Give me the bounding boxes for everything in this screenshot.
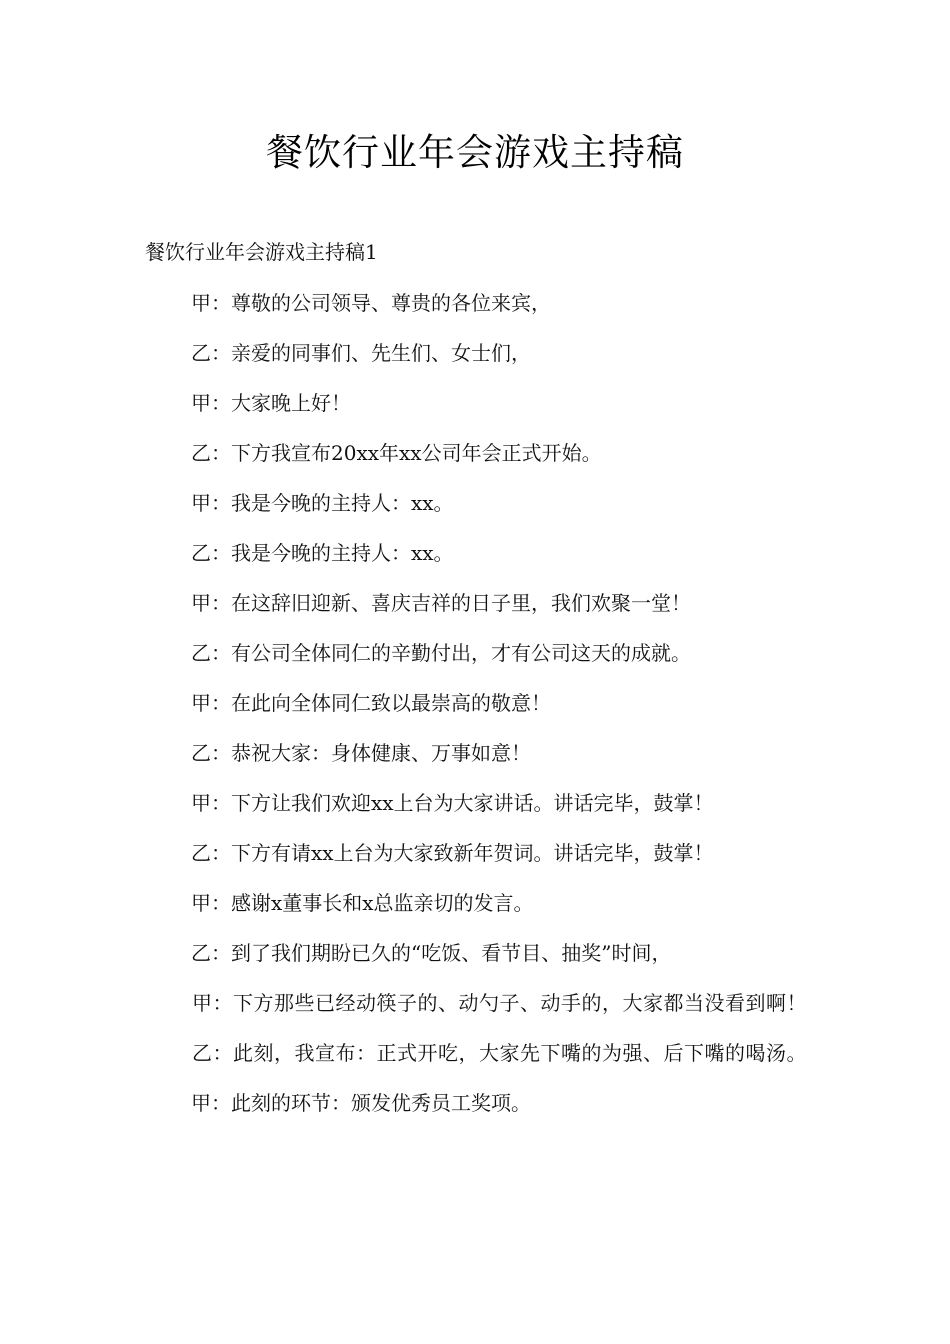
- dialogue-text: 有公司全体同仁的辛勤付出，才有公司这天的成就。: [231, 641, 691, 665]
- dialogue-line: [145, 878, 807, 928]
- speaker-label: 乙: [192, 1041, 213, 1065]
- dialogue-line: [145, 828, 807, 878]
- speaker-separator: ：: [211, 841, 231, 865]
- dialogue-text: 我是今晚的主持人：xx。: [231, 541, 454, 565]
- speaker-label: 乙: [191, 741, 211, 765]
- dialogue-text: 尊敬的公司领导、尊贵的各位来宾，: [231, 291, 551, 315]
- speaker-label: 甲: [191, 691, 211, 715]
- section-heading: 餐饮行业年会游戏主持稿1: [145, 240, 378, 264]
- speaker-label: 甲: [192, 991, 213, 1015]
- speaker-separator: ：: [211, 941, 231, 965]
- speaker-label: 甲: [191, 791, 211, 815]
- speaker-separator: ：: [211, 691, 231, 715]
- dialogue-text: 在此向全体同仁致以最崇高的敬意！: [231, 691, 551, 715]
- speaker-label: 乙: [191, 841, 211, 865]
- dialogue-text: 下方有请xx上台为大家致新年贺词。讲话完毕，鼓掌！: [231, 841, 714, 865]
- speaker-label: 乙: [191, 541, 211, 565]
- dialogue-line: [145, 628, 807, 678]
- speaker-label: 乙: [191, 941, 211, 965]
- speaker-separator: ：: [212, 991, 233, 1015]
- dialogue-line: [145, 778, 807, 828]
- dialogue-line: [145, 528, 807, 578]
- dialogue-text: 我是今晚的主持人：xx。: [231, 491, 454, 515]
- dialogue-line: [145, 478, 807, 528]
- speaker-label: 甲: [191, 891, 211, 915]
- dialogue-text: 下方让我们欢迎xx上台为大家讲话。讲话完毕，鼓掌！: [231, 791, 714, 815]
- dialogue-text: 此刻的环节：颁发优秀员工奖项。: [231, 1091, 531, 1115]
- dialogue-line: [145, 928, 807, 978]
- speaker-label: 乙: [191, 441, 211, 465]
- dialogue-line: [145, 578, 807, 628]
- speaker-label: 乙: [191, 641, 211, 665]
- speaker-separator: ：: [211, 541, 231, 565]
- dialogue-text: 到了我们期盼已久的“吃饭、看节目、抽奖”时间，: [231, 941, 672, 965]
- speaker-label: 甲: [191, 1091, 211, 1115]
- speaker-separator: ：: [211, 441, 231, 465]
- dialogue-line: [145, 728, 807, 778]
- speaker-separator: ：: [211, 741, 231, 765]
- speaker-separator: ：: [211, 491, 231, 515]
- dialogue-text: 在这辞旧迎新、喜庆吉祥的日子里，我们欢聚一堂！: [231, 591, 691, 615]
- speaker-label: 乙: [191, 341, 211, 365]
- dialogue-paragraph: [145, 978, 807, 1028]
- speaker-separator: ：: [212, 1041, 233, 1065]
- speaker-label: 甲: [191, 391, 211, 415]
- speaker-label: 甲: [191, 291, 211, 315]
- dialogue-text: 大家晚上好！: [231, 391, 351, 415]
- dialogue-text: 亲爱的同事们、先生们、女士们，: [231, 341, 531, 365]
- dialogue-paragraph: [145, 1028, 807, 1078]
- speaker-separator: ：: [211, 591, 231, 615]
- dialogue-line: [145, 328, 807, 378]
- dialogue-line: [145, 378, 807, 428]
- speaker-separator: ：: [211, 341, 231, 365]
- speaker-separator: ：: [211, 641, 231, 665]
- speaker-label: 甲: [191, 491, 211, 515]
- dialogue-text: 下方那些已经动筷子的、动勺子、动手的，大家都当没看到啊！: [233, 991, 807, 1015]
- speaker-label: 甲: [191, 591, 211, 615]
- speaker-separator: ：: [211, 791, 231, 815]
- dialogue-text: 恭祝大家：身体健康、万事如意！: [231, 741, 531, 765]
- dialogue-line: [145, 678, 807, 728]
- speaker-separator: ：: [211, 1091, 231, 1115]
- dialogue-text: 下方我宣布20xx年xx公司年会正式开始。: [231, 441, 602, 465]
- dialogue-line: [145, 1078, 807, 1128]
- speaker-separator: ：: [211, 391, 231, 415]
- dialogue-line: [145, 278, 807, 328]
- speaker-separator: ：: [211, 291, 231, 315]
- document-title: 餐饮行业年会游戏主持稿: [266, 131, 684, 174]
- speaker-separator: ：: [211, 891, 231, 915]
- dialogue-text: 此刻，我宣布：正式开吃，大家先下嘴的为强、后下嘴的喝汤。: [233, 1041, 807, 1065]
- dialogue-text: 感谢x董事长和x总监亲切的发言。: [231, 891, 534, 915]
- document-body: [145, 232, 807, 1128]
- dialogue-line: [145, 428, 807, 478]
